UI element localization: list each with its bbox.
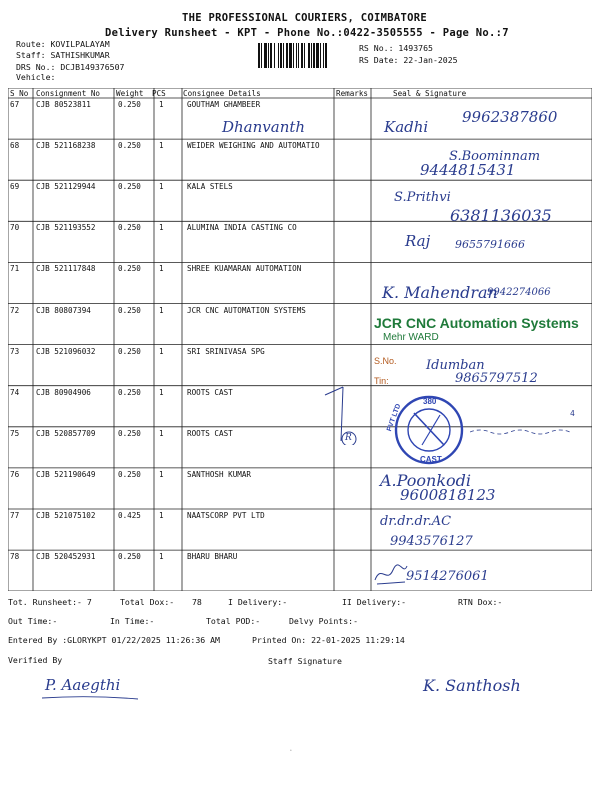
row-weight: 0.250 — [118, 387, 141, 397]
row-consignee: SRI SRINIVASA SPG — [187, 346, 265, 356]
remark-arrow-icon — [315, 383, 365, 445]
handwritten-name: Dhanvanth — [222, 118, 306, 136]
header-consignment: Consignment No — [36, 89, 101, 98]
row-sno: 77 — [10, 511, 20, 520]
row-consignment-no: CJB 520452931 — [36, 552, 96, 562]
row-consignee: WEIDER WEIGHING AND AUTOMATIO — [187, 141, 320, 151]
stamp-text-bottom: CAST — [420, 455, 442, 464]
row-consignment-no: CJB 521168238 — [36, 141, 96, 151]
row-consignment-no: CJB 80904906 — [36, 387, 91, 397]
row-pcs: 1 — [159, 511, 164, 520]
header-sno: S No — [10, 89, 29, 98]
handwritten-phone: 6381136035 — [450, 206, 552, 225]
row-weight: 0.250 — [118, 141, 141, 151]
entered-by: Entered By :GLORYKPT 01/22/2025 11:26:36 AM — [8, 635, 220, 645]
handwritten-phone: 9962387860 — [462, 108, 558, 126]
margin-mark: 4 — [570, 409, 575, 418]
row-sno: 68 — [10, 141, 20, 151]
row-sno: 71 — [10, 264, 20, 274]
printed-on: Printed On: 22-01-2025 11:29:14 — [252, 635, 405, 645]
remark-letter: R — [345, 433, 352, 443]
header-seal: Seal & Signature — [393, 89, 467, 98]
row-consignment-no: CJB 521129944 — [36, 182, 96, 192]
drs-number: DRS No.: DCJB149376507 — [16, 62, 125, 72]
row-consignee: GOUTHAM GHAMBEER — [187, 100, 261, 109]
company-title: THE PROFESSIONAL COURIERS, COIMBATORE — [182, 12, 427, 24]
row-consignee: ROOTS CAST — [187, 387, 233, 397]
row-weight: 0.250 — [118, 305, 141, 315]
row-consignment-no: CJB 80807394 — [36, 305, 91, 315]
stamp-sno-label: S.No. — [374, 356, 397, 366]
handwritten-signature: Raj — [405, 232, 431, 250]
ii-delivery-label: II Delivery:- — [342, 597, 407, 607]
handwritten-phone: 9600818123 — [400, 486, 496, 504]
row-pcs: 1 — [159, 552, 164, 562]
row-pcs: 1 — [159, 182, 164, 192]
row-weight: 0.250 — [118, 469, 141, 479]
handwritten-signature: S.Boominnam — [449, 149, 541, 164]
stamp-text-side: PVT LTD — [386, 403, 403, 433]
i-delivery-label: I Delivery:- — [228, 597, 288, 607]
staff-label: Staff: SATHISHKUMAR — [16, 50, 110, 60]
handwritten-signature: S.Prithvi — [394, 190, 451, 205]
row-consignment-no: CJB 521117848 — [36, 264, 96, 274]
handwritten-signature: A.Poonkodi — [380, 471, 472, 490]
row-weight: 0.250 — [118, 552, 141, 562]
total-runsheet: Tot. Runsheet:- 7 — [8, 597, 92, 607]
row-pcs: 1 — [159, 346, 164, 356]
row-pcs: 1 — [159, 428, 164, 438]
row-pcs: 1 — [159, 305, 164, 315]
header-consignee: Consignee Details — [183, 89, 261, 98]
row-weight: 0.250 — [118, 346, 141, 356]
handwritten-name: Idumban — [426, 358, 485, 373]
row-consignee: SHREE KUAMARAN AUTOMATION — [187, 264, 302, 274]
handwritten-phone: 9444815431 — [420, 161, 516, 179]
handwritten-phone: 9865797512 — [455, 371, 538, 386]
total-pod-label: Total POD:- — [206, 616, 261, 626]
row-sno: 73 — [10, 346, 20, 356]
row-pcs: 1 — [159, 264, 164, 274]
row-sno: 67 — [10, 100, 20, 109]
row-pcs: 1 — [159, 223, 164, 233]
row-sno: 70 — [10, 223, 20, 233]
row-sno: 75 — [10, 428, 20, 438]
row-consignment-no: CJB 521075102 — [36, 511, 96, 520]
row-sno: 72 — [10, 305, 20, 315]
signature-underline-icon — [40, 694, 140, 702]
rs-date: RS Date: 22-Jan-2025 — [359, 55, 458, 65]
row-pcs: 1 — [159, 141, 164, 151]
scribble-signature-icon — [371, 558, 411, 588]
rs-number: RS No.: 1493765 — [359, 43, 433, 53]
barcode-icon — [258, 43, 356, 68]
row-consignee: SANTHOSH KUMAR — [187, 469, 252, 479]
handwritten-phone: 9942274066 — [487, 287, 551, 298]
row-consignment-no: CJB 521193552 — [36, 223, 96, 233]
company-stamp: JCR CNC Automation Systems — [374, 315, 579, 331]
stamp-subtext: Mehr WARD — [383, 332, 439, 343]
row-pcs: 1 — [159, 100, 164, 109]
total-dox-label: Total Dox:- — [120, 597, 175, 607]
stamp-tin-label: Tin: — [374, 376, 389, 386]
total-dox-value: 78 — [192, 597, 202, 607]
row-consignee: JCR CNC AUTOMATION SYSTEMS — [187, 305, 306, 315]
row-sno: 76 — [10, 469, 20, 479]
handwritten-signature: K. Mahendran — [382, 283, 498, 302]
row-consignment-no: CJB 521190649 — [36, 469, 96, 479]
header-remarks: Remarks — [336, 89, 369, 98]
row-weight: 0.250 — [118, 182, 141, 192]
handwritten-phone: 9514276061 — [406, 569, 489, 584]
in-time-label: In Time:- — [110, 616, 155, 626]
row-weight: 0.250 — [118, 428, 141, 438]
out-time-label: Out Time:- — [8, 616, 58, 626]
print-dot: • — [290, 748, 292, 752]
header-weight: Weight — [116, 89, 144, 98]
row-pcs: 1 — [159, 387, 164, 397]
row-pcs: 1 — [159, 469, 164, 479]
row-consignment-no: CJB 521096032 — [36, 346, 96, 356]
row-sno: 69 — [10, 182, 20, 192]
staff-signature: K. Santhosh — [423, 676, 521, 695]
row-weight: 0.425 — [118, 511, 141, 520]
handwritten-phone: 9655791666 — [455, 238, 525, 251]
handwritten-signature: dr.dr.dr.AC — [380, 514, 452, 529]
row-weight: 0.250 — [118, 100, 141, 109]
route-label: Route: KOVILPALAYAM — [16, 39, 110, 49]
row-sno: 78 — [10, 552, 20, 562]
staff-signature-label: Staff Signature — [268, 656, 342, 666]
handwritten-phone: 9943576127 — [390, 534, 473, 549]
verified-signature: P. Aaegthi — [45, 676, 121, 694]
row-weight: 0.250 — [118, 223, 141, 233]
row-consignee: ALUMINA INDIA CASTING CO — [187, 223, 297, 233]
row-consignee: ROOTS CAST — [187, 428, 233, 438]
row-sno: 74 — [10, 387, 20, 397]
row-weight: 0.250 — [118, 264, 141, 274]
runsheet-title: Delivery Runsheet - KPT - Phone No.:0422-3505555 - Page No.:7 — [105, 27, 509, 39]
rtn-dox-label: RTN Dox:- — [458, 597, 503, 607]
handwritten-signature: Kadhi — [384, 118, 429, 136]
delvy-points-label: Delvy Points:- — [289, 616, 359, 626]
verified-by-label: Verified By — [8, 655, 63, 665]
row-consignment-no: CJB 80523811 — [36, 100, 91, 109]
stamp-text-top: 380 — [423, 397, 437, 406]
row-consignee: NAATSCORP PVT LTD — [187, 511, 265, 520]
vehicle-label: Vehicle: — [16, 72, 56, 82]
dashed-line-icon — [470, 426, 570, 436]
row-consignee: KALA STELS — [187, 182, 233, 192]
row-consignee: BHARU BHARU — [187, 552, 238, 562]
row-consignment-no: CJB 520857709 — [36, 428, 96, 438]
header-pcs: PCS — [152, 89, 166, 98]
